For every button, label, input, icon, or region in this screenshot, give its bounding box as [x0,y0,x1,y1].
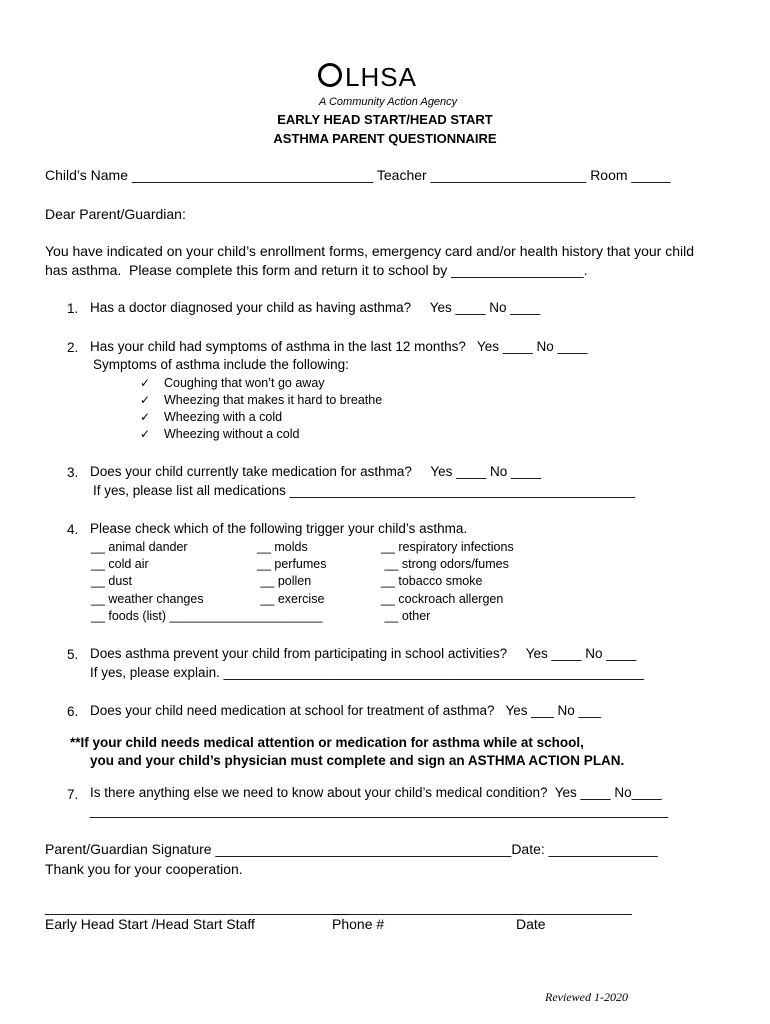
logo-tagline: A Community Action Agency [319,96,458,108]
title-line-1: EARLY HEAD START/HEAD START [277,112,493,127]
trigger-option: __ dust [91,574,133,588]
date-label: Date [516,916,546,932]
trigger-option: __ exercise [257,592,325,606]
q4-text: Please check which of the following trigger your child’s asthma. [90,521,468,536]
q2-text: Has your child had symptoms of asthma in the last 12 months? Yes ____ No ____ [90,339,588,354]
staff-label: Early Head Start /Head Start Staff [45,916,255,932]
trigger-option: __ molds [257,540,308,554]
q6-number: 6. [67,704,79,719]
q5-text: Does asthma prevent your child from participating in school activities? Yes ____ No ____ [90,646,637,661]
greeting: Dear Parent/Guardian: [45,206,186,222]
title-line-2: ASTHMA PARENT QUESTIONNAIRE [273,131,497,146]
trigger-option: __ cockroach allergen [381,592,504,606]
q2-sub: Symptoms of asthma include the following: [93,357,349,372]
q6-text: Does your child need medication at school for treatment of asthma? Yes ___ No ___ [90,703,602,718]
lhsa-logo [318,62,458,110]
phone-label: Phone # [332,916,385,932]
signature-line: Parent/Guardian Signature ______________________________________Date: ______________ [45,841,658,857]
symptom-item: Coughing that won’t go away [164,376,325,390]
trigger-option: __ foods (list) ______________________ [91,609,323,623]
q3-sub: If yes, please list all medications ______________________________________________ [93,483,635,498]
checkmark-icon: ✓ [140,427,151,441]
q7-answer-line: _____________________________________________________________________________ [90,803,669,818]
logo-text: LHSA [345,62,417,92]
reviewed-date: Reviewed 1-2020 [545,990,628,1004]
symptom-item: Wheezing that makes it hard to breathe [164,393,383,407]
trigger-option: __ respiratory infections [381,540,514,554]
q7-text: Is there anything else we need to know about your child’s medical condition? Yes ____ No____ [90,785,662,800]
asthma-action-plan-notice-1: **If your child needs medical attention or medication for asthma while at school, [70,735,584,750]
q3-text: Does your child currently take medication for asthma? Yes ____ No ____ [90,464,542,479]
trigger-option: __ animal dander [91,540,188,554]
symptom-item: Wheezing without a cold [164,427,300,441]
trigger-option: __ other [381,609,431,623]
trigger-option: __ tobacco smoke [381,574,483,588]
checkmark-icon: ✓ [140,376,151,390]
phone-line: ________________________ [332,899,519,915]
intro-line-1: You have indicated on your child’s enrollment forms, emergency card and/or health history that your child [45,243,695,259]
asthma-action-plan-notice-2: you and your child’s physician must complete and sign an ASTHMA ACTION PLAN. [90,753,625,768]
trigger-option: __ weather changes [91,592,204,606]
trigger-option: __ cold air [91,557,149,571]
date-line: _______________ [515,899,632,915]
q7-number: 7. [67,787,79,802]
q1-text: Has a doctor diagnosed your child as having asthma? Yes ____ No ____ [90,300,541,315]
q1-number: 1. [67,301,79,316]
checkmark-icon: ✓ [140,410,151,424]
q2-number: 2. [67,340,79,355]
q4-number: 4. [67,522,79,537]
thank-you: Thank you for your cooperation. [45,861,243,877]
trigger-option: __ pollen [257,574,312,588]
logo-ring-icon [318,63,342,87]
intro-line-2: has asthma. Please complete this form and return it to school by _________________. [45,262,588,278]
symptom-item: Wheezing with a cold [164,410,283,424]
checkmark-icon: ✓ [140,393,151,407]
staff-signature-line: _______________________________________ [45,899,349,915]
q3-number: 3. [67,465,79,480]
q5-number: 5. [67,647,79,662]
trigger-option: __ perfumes [257,557,327,571]
trigger-option: __ strong odors/fumes [381,557,509,571]
q5-sub: If yes, please explain. ________________________________________________________ [90,665,645,680]
child-info-line: Child’s Name _______________________________ Teacher ____________________ Room _____ [45,167,671,183]
